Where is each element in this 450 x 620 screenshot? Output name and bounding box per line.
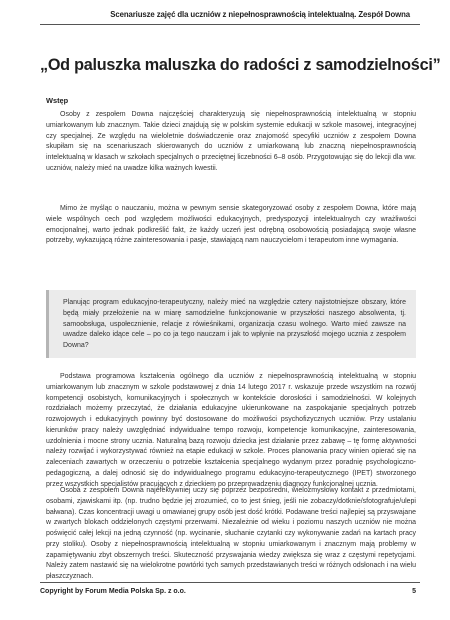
callout-text: Planując program edukacyjno-terapeutyczny, należy mieć na względzie cztery najistotniejsze obszary, które będą miały przełożenie na w miarę samodzielne funkcjonowanie w przyszłości naszego absolwenta, tj. samoobsługa, uspołecznienie, relacje z rówieśnikami, organizacja czasu wolnego. Warto mieć zawsze na uwadze daleko idące cele – po co ja tego nauczam i jak to wpłynie na przyszłość mojego ucznia z zespołem Downa? (63, 299, 406, 349)
paragraph-2: Mimo że myśląc o nauczaniu, można w pewnym sensie skategoryzować osoby z zespołem Downa, które mają wiele wspólnych cech pod względem możliwości edukacyjnych, predyspozycji intelektualnych czy wrażliwości emocjonalnej, warto jednak podkreślić fakt, że każdy uczeń jest odrębną osobowością posiadającą swoje własne potrzeby, wykazującą różne zainteresowania i pasje, stawiającą nam nauczycielom i terapeutom inne wymagania. (46, 205, 416, 245)
paragraph-1: Osoby z zespołem Downa najczęściej charakteryzują się niepełnosprawnością intelektualną w stopniu umiarkowanym lub znacznym. Takie dzieci znajdują się w polskim systemie edukacji w szkole masowej, integracyjnej czy specjalnej. Ze względu na wieloletnie doświadczenie oraz znajomość specyfiki uczniów z zespołem Downa skupiłam się na scenariuszach skierowanych do uczniów z umiarkowaną lub znaczną niepełnosprawnością intelektualną w klasach w szkołach specjalnych o przeciętnej liczebności 6–8 osób. Przygotowując się do lekcji dla ww. uczniów, należy mieć na uwadze kilka ważnych kwestii. (46, 111, 416, 172)
paragraph-4: Osoba z zespołem Downa najefektywniej uczy się poprzez bezpośredni, wielozmysłowy kontakt z przedmiotami, osobami, zjawiskami itp. (np. trudno będzie jej zrozumieć, co to jest śnieg, jeśli nie zobaczy/dotknie/sfotografuje/ulepi bałwana). Czas koncentracji uwagi u omawianej grupy osób jest dość krótki. Podawane treści najlepiej są przyswajane w zwartych blokach oddzielonych częstymi przerwami. Niezależnie od wieku i poziomu naszych uczniów nie można poświęcić całej lekcji na jedną czynność (np. wycinanie, słuchanie czytanki czy wykonywanie zadań na kartach pracy przy stoliku). Osoby z niepełnosprawnością intelektualną w stopniu umiarkowanym i znacznym mają problemy w zapamiętywaniu zbyt obszernych treści. Skuteczność przyswajania wiedzy zwiększa się wraz z częstymi repetycjami. Należy zatem nastawić się na wielokrotne powtórki tych samych przedstawianych treści w różnych odsłonach i na wielu płaszczyznach. (46, 487, 416, 580)
footer-copyright: Copyright by Forum Media Polska Sp. z o.o. (40, 588, 186, 595)
section-heading-intro: Wstęp (46, 96, 69, 105)
page-title: „Od paluszka maluszka do radości z samodzielności” (40, 56, 441, 74)
footer-divider (40, 582, 420, 583)
running-title: Scenariusze zajęć dla uczniów z niepełnosprawnością intelektualną. Zespół Downa (110, 10, 410, 19)
callout-box (46, 290, 416, 358)
header-divider (40, 24, 420, 25)
page-number: 5 (412, 588, 416, 595)
paragraph-3: Podstawa programowa kształcenia ogólnego dla uczniów z niepełnosprawnością intelektualną w stopniu umiarkowanym lub znacznym w szkole podstawowej z dnia 14 lutego 2017 r. wskazuje przede wszystkim na rozwój kompetencji osobistych, komunikacyjnych i społecznych w kontekście dorosłości i samodzielności. W kolejnych rozdziałach możemy przeczytać, że działania edukacyjne ukierunkowane na zaspokajanie specjalnych potrzeb rozwojowych i edukacyjnych powinny być dostosowane do możliwości psychofizycznych uczniów. Przy ustalaniu kierunków pracy należy uwzględniać indywidualne tempo rozwoju, kompetencje komunikacyjne, zainteresowania, uzdolnienia i mocne strony ucznia. Naturalną bazą rozwoju dziecka jest działanie przez zabawę – tę formę aktywności należy rozwijać i wykorzystywać również na etapie edukacji w szkole. Proces planowania pracy winien opierać się na zaleceniach zawartych w orzeczeniu o potrzebie kształcenia specjalnego wydanym przez poradnię psychologiczno-pedagogiczną, a dalej odnosić się do indywidualnego programu edukacyjno-terapeutycznego (IPET) stworzonego przez wszystkich specjalistów pracujących z dzieckiem po przeprowadzeniu diagnozy funkcjonalnej ucznia. (46, 373, 416, 488)
